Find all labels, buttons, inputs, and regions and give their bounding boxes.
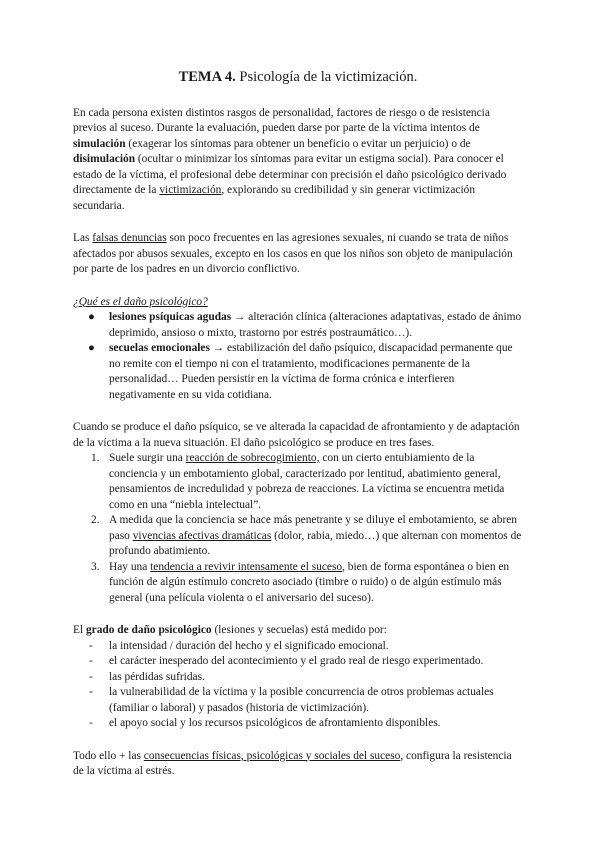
degree-factors-list — [73, 639, 523, 732]
bullet-icon: ● — [88, 311, 95, 323]
list-item: 3. Hay una tendencia a revivir intensamente el suceso, bien de forma espontánea o bien en función de algún estímulo concreto asociado (timbre o ruido) o de algún estímulo más general (una película violenta o el aniversario del suceso). — [91, 560, 510, 604]
list-item: ● lesiones psíquicas agudas → alteración clínica (alteraciones adaptativas, estado de ánimo deprimido, ansioso o mixto, trastorno por estrés postraumático…). — [88, 311, 522, 339]
phases-list — [73, 451, 523, 606]
list-item: - las pérdidas sufridas. — [89, 670, 205, 683]
page-title — [73, 70, 523, 86]
term-falsas-denuncias: falsas denuncias — [92, 232, 167, 244]
list-item: - la intensidad / duración del hecho y el significado emocional. — [89, 639, 389, 652]
paragraph-conclusion: Todo ello + las consecuencias físicas, psicológicas y sociales del suceso, configura la resistencia de la víctima al estrés. — [73, 749, 512, 777]
list-item: 2. A medida que la conciencia se hace más penetrante y se diluye el embotamiento, se abren paso vivencias afectivas dramáticas (dolor, rabia, miedo…) que alternan con momentos de profundo abatimiento. — [91, 514, 522, 557]
list-item: - la vulnerabilidad de la víctima y la posible concurrencia de otros problemas actuales (familiar o laboral) y pasados (historia de victimización). — [89, 686, 494, 714]
paragraph-false-reports: Las falsas denuncias son poco frecuentes en las agresiones sexuales, ni cuando se trata de niños afectados por abusos sexuales, excepto en los casos en que los niños son objeto de manipulación por parte de los padres en un divorcio conflictivo. — [73, 232, 513, 275]
term-simulacion: simulación — [73, 137, 126, 150]
term-victimizacion: victimización — [159, 184, 222, 196]
paragraph-phases-intro: Cuando se produce el daño psíquico, se ve alterada la capacidad de afrontamiento y de adaptación de la víctima a la nueva situación. El daño psicológico se produce en tres fases. — [73, 421, 520, 449]
damage-types-list — [73, 310, 523, 403]
list-item: ● secuelas emocionales → estabilización del daño psíquico, discapacidad permanente que no remite con el tiempo ni con el tratamiento, modificaciones permanente de la personalidad… Pueden persistir en la víctima de forma crónica e interfieren negativamente en su vida cotidiana. — [88, 342, 513, 401]
bullet-icon: ● — [88, 342, 95, 354]
term-disimulacion: disimulación — [73, 153, 136, 165]
title-text: Psicología de la victimización. — [235, 69, 418, 85]
paragraph-degree: El grado de daño psicológico (lesiones y secuelas) está medido por: — [73, 624, 387, 636]
paragraph-intro: En cada persona existen distintos rasgos de personalidad, factores de riesgo o de resistencia previos al suceso. Durante la evaluación, pueden darse por parte de la víctima intentos de simulación (exagerar los síntomas para obtener un beneficio o evitar un perjuicio) o de disimulación (ocultar o minimizar los síntomas para evitar un estigma social). Para conocer el estado de la víctima, el profesional debe determinar con precisión el daño psicológico derivado directamente de la victimización, explorando su credibilidad y sin generar victimización secundaria. — [73, 106, 507, 212]
list-item: - el carácter inesperado del acontecimiento y el grado real de riesgo experimentado. — [89, 655, 484, 667]
list-item: 1. Suele surgir una reacción de sobrecogimiento, con un cierto entubiamiento de la conciencia y un embotamiento global, caracterizado por lentitud, abatimiento general, pensamientos de incredulidad y pobreza de reacciones. La víctima se encuentra metida como en una “niebla intelectual”. — [91, 452, 505, 511]
section-question: ¿Qué es el daño psicológico? — [73, 295, 208, 308]
document-page — [73, 70, 523, 797]
list-item: - el apoyo social y los recursos psicológicos de afrontamiento disponibles. — [89, 717, 441, 729]
title-number: TEMA 4. — [178, 69, 236, 85]
